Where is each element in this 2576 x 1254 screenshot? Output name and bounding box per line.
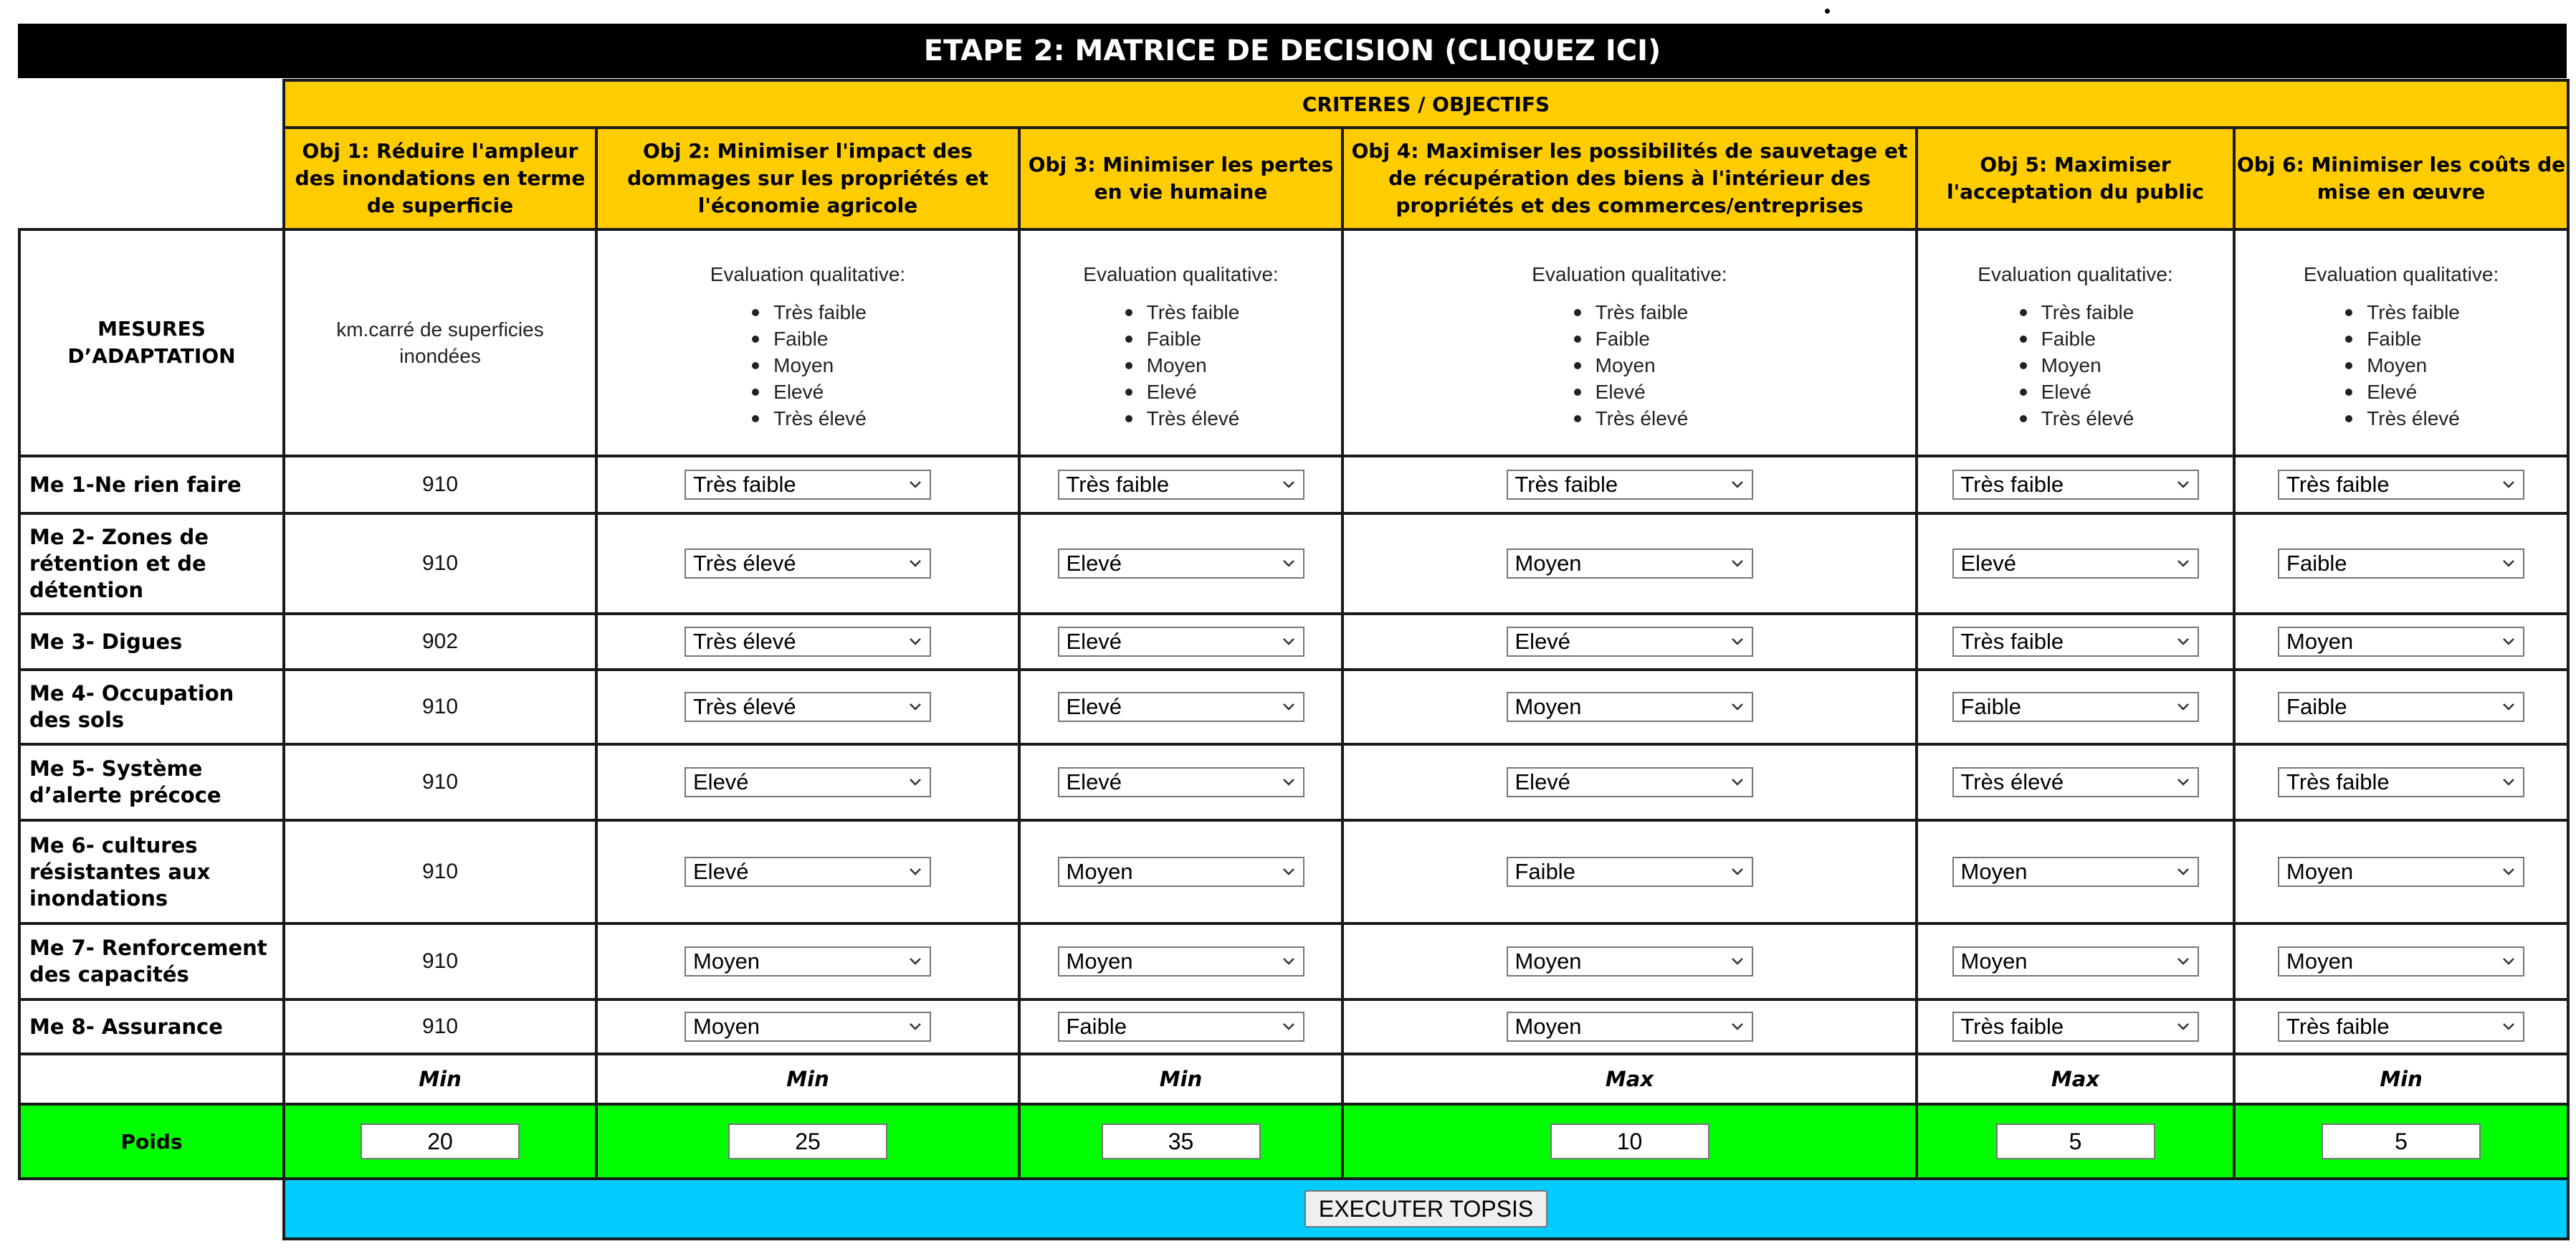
chevron-down-icon	[908, 865, 922, 879]
rating-value: Très faible	[693, 472, 796, 497]
rating-cell	[2234, 923, 2568, 999]
rating-select-obj3[interactable]	[1058, 470, 1304, 500]
rating-value: Elevé	[1514, 769, 1571, 794]
execute-row	[19, 1179, 2568, 1239]
rating-value: Elevé	[1960, 551, 2017, 576]
rating-cell	[1342, 923, 1917, 999]
rating-value: Moyen	[1514, 949, 1582, 974]
rating-cell	[596, 923, 1019, 999]
chevron-down-icon	[2176, 775, 2190, 789]
rating-select-obj3[interactable]	[1058, 767, 1304, 797]
rating-cell	[1917, 923, 2234, 999]
rating-select-obj6[interactable]	[2278, 767, 2524, 797]
rating-value: Elevé	[1066, 551, 1122, 576]
rating-select-obj2[interactable]	[684, 548, 931, 579]
qualitative-option: Faible	[1122, 326, 1240, 352]
rating-select-obj6[interactable]	[2278, 627, 2524, 657]
qualitative-option: Faible	[2342, 326, 2460, 352]
obj1-unit-cell	[284, 229, 596, 456]
qualitative-scale-5	[1917, 229, 2234, 456]
qualitative-scale-3	[1019, 229, 1342, 456]
rating-select-obj4[interactable]	[1507, 692, 1753, 722]
rating-cell	[1342, 999, 1917, 1054]
minmax-obj6: Min	[2234, 1054, 2568, 1104]
rating-cell	[1917, 744, 2234, 820]
chevron-down-icon	[2501, 865, 2516, 879]
minmax-obj5: Max	[1917, 1054, 2234, 1104]
rating-cell	[596, 744, 1019, 820]
rating-select-obj4[interactable]	[1507, 946, 1753, 977]
qualitative-options-list	[2017, 299, 2134, 432]
rating-select-obj2[interactable]	[684, 767, 931, 797]
qualitative-option: Elevé	[2017, 379, 2134, 405]
chevron-down-icon	[908, 775, 922, 789]
rating-select-obj2[interactable]	[684, 857, 931, 887]
weight-input-obj6[interactable]	[2322, 1124, 2481, 1159]
qualitative-option: Elevé	[1122, 379, 1240, 405]
chevron-down-icon	[2176, 556, 2190, 571]
rating-cell	[1342, 614, 1917, 670]
page-dot	[1825, 9, 1830, 14]
chevron-down-icon	[1282, 635, 1296, 649]
qualitative-option: Moyen	[1571, 352, 1689, 379]
rating-value: Elevé	[1514, 629, 1571, 654]
chevron-down-icon	[2501, 478, 2516, 492]
table-row	[19, 999, 2568, 1054]
empty-corner	[19, 80, 284, 128]
rating-select-obj5[interactable]	[1952, 946, 2199, 977]
rating-cell	[2234, 513, 2568, 614]
minmax-label-cell	[19, 1054, 284, 1104]
rating-select-obj2[interactable]	[684, 627, 931, 657]
rating-cell	[1019, 999, 1342, 1054]
rating-value: Faible	[2286, 551, 2347, 576]
rating-cell	[2234, 820, 2568, 923]
rating-cell	[1342, 820, 1917, 923]
rating-cell	[1917, 456, 2234, 513]
rating-select-obj4[interactable]	[1507, 470, 1753, 500]
rating-select-obj2[interactable]	[684, 946, 931, 977]
rating-cell	[1917, 614, 2234, 670]
rating-value: Elevé	[1066, 769, 1122, 794]
chevron-down-icon	[1730, 478, 1745, 492]
rating-select-obj5[interactable]	[1952, 1012, 2199, 1042]
chevron-down-icon	[1282, 1020, 1296, 1034]
rating-cell	[2234, 670, 2568, 744]
rating-cell	[596, 456, 1019, 513]
qualitative-option: Elevé	[1571, 379, 1689, 405]
chevron-down-icon	[2176, 865, 2190, 879]
measure-label: Me 3- Digues	[19, 614, 284, 670]
rating-value: Faible	[1960, 694, 2021, 719]
rating-select-obj5[interactable]	[1952, 692, 2199, 722]
rating-cell	[1019, 923, 1342, 999]
rating-select-obj4[interactable]	[1507, 627, 1753, 657]
rating-value: Moyen	[693, 1014, 760, 1039]
qualitative-title: Evaluation qualitative:	[1532, 263, 1727, 285]
qualitative-option: Très faible	[1571, 299, 1689, 326]
chevron-down-icon	[1282, 556, 1296, 571]
rating-cell	[1917, 670, 2234, 744]
measure-label: Me 4- Occupation des sols	[19, 670, 284, 744]
obj1-unit: km.carré de superficies inondées	[336, 318, 544, 367]
rating-select-obj5[interactable]	[1952, 627, 2199, 657]
rating-value: Moyen	[1514, 1014, 1582, 1039]
rating-cell	[1342, 670, 1917, 744]
chevron-down-icon	[908, 556, 922, 571]
table-row	[19, 614, 2568, 670]
measure-label: Me 6- cultures résistantes aux inondations	[19, 820, 284, 923]
table-row	[19, 670, 2568, 744]
rating-cell	[1342, 456, 1917, 513]
description-row	[19, 229, 2568, 456]
qualitative-option: Très élevé	[2017, 405, 2134, 432]
rating-select-obj6[interactable]	[2278, 946, 2524, 977]
rating-cell	[1917, 513, 2234, 614]
rating-value: Moyen	[2286, 629, 2354, 654]
chevron-down-icon	[2176, 700, 2190, 714]
execute-topsis-button[interactable]: EXECUTER TOPSIS	[1304, 1190, 1547, 1227]
chevron-down-icon	[1730, 556, 1745, 571]
rating-cell	[2234, 999, 2568, 1054]
rating-select-obj4[interactable]	[1507, 767, 1753, 797]
minmax-row	[19, 1054, 2568, 1104]
obj1-value: 910	[284, 923, 596, 999]
rating-select-obj3[interactable]	[1058, 692, 1304, 722]
qualitative-option: Très faible	[2342, 299, 2460, 326]
qualitative-option: Très faible	[1122, 299, 1240, 326]
rating-cell	[1019, 670, 1342, 744]
minmax-obj2: Min	[596, 1054, 1019, 1104]
rating-select-obj2[interactable]	[684, 1012, 931, 1042]
qualitative-scale-4	[1342, 229, 1917, 456]
qualitative-option: Faible	[2017, 326, 2134, 352]
objective-6-header: Obj 6: Minimiser les coûts de mise en œuvre	[2234, 128, 2568, 229]
rating-value: Moyen	[1960, 949, 2028, 974]
weights-row	[19, 1104, 2568, 1179]
rating-value: Très faible	[2286, 769, 2390, 794]
measure-label: Me 2- Zones de rétention et de détention	[19, 513, 284, 614]
table-row	[19, 820, 2568, 923]
rating-cell	[1019, 614, 1342, 670]
rating-value: Elevé	[693, 769, 749, 794]
rating-cell	[1019, 513, 1342, 614]
rating-value: Très faible	[1960, 1014, 2064, 1039]
objective-5-header: Obj 5: Maximiser l'acceptation du public	[1917, 128, 2234, 229]
rating-value: Très élevé	[693, 629, 796, 654]
minmax-obj3: Min	[1019, 1054, 1342, 1104]
chevron-down-icon	[1730, 635, 1745, 649]
chevron-down-icon	[1282, 775, 1296, 789]
objective-4-header: Obj 4: Maximiser les possibilités de sauvetage et de récupération des biens à l'intérieur des propriétés et des commerces/entreprises	[1342, 128, 1917, 229]
rating-select-obj5[interactable]	[1952, 857, 2199, 887]
minmax-obj1: Min	[284, 1054, 596, 1104]
rating-value: Très élevé	[693, 694, 796, 719]
weight-cell-4	[1342, 1104, 1917, 1179]
chevron-down-icon	[908, 954, 922, 969]
chevron-down-icon	[2176, 635, 2190, 649]
chevron-down-icon	[908, 700, 922, 714]
rating-select-obj3[interactable]	[1058, 1012, 1304, 1042]
rating-value: Elevé	[1066, 694, 1122, 719]
rating-value: Très élevé	[1960, 769, 2064, 794]
qualitative-options-list	[1571, 299, 1689, 432]
rating-select-obj3[interactable]	[1058, 857, 1304, 887]
rating-select-obj6[interactable]	[2278, 548, 2524, 579]
rating-value: Très faible	[1960, 629, 2064, 654]
rating-cell	[596, 614, 1019, 670]
rating-select-obj5[interactable]	[1952, 767, 2199, 797]
rating-select-obj2[interactable]	[684, 692, 931, 722]
rating-select-obj5[interactable]	[1952, 470, 2199, 500]
weight-cell-5	[1917, 1104, 2234, 1179]
rating-select-obj3[interactable]	[1058, 946, 1304, 977]
weight-cell-3	[1019, 1104, 1342, 1179]
rating-cell	[596, 670, 1019, 744]
chevron-down-icon	[2501, 954, 2516, 969]
qualitative-option: Très faible	[2017, 299, 2134, 326]
rating-value: Moyen	[1960, 859, 2028, 884]
rating-select-obj2[interactable]	[684, 470, 931, 500]
table-row	[19, 744, 2568, 820]
weight-input-obj3[interactable]	[1102, 1124, 1261, 1159]
rating-cell	[1917, 820, 2234, 923]
qualitative-option: Moyen	[1122, 352, 1240, 379]
rating-value: Moyen	[1514, 551, 1582, 576]
qualitative-options-list	[1122, 299, 1240, 432]
qualitative-option: Très élevé	[2342, 405, 2460, 432]
qualitative-options-list	[749, 299, 867, 432]
qualitative-option: Moyen	[749, 352, 867, 379]
weight-input-obj2[interactable]	[728, 1124, 887, 1159]
chevron-down-icon	[2501, 556, 2516, 571]
rating-value: Moyen	[2286, 949, 2354, 974]
rating-cell	[1342, 744, 1917, 820]
objectives-row	[19, 128, 2568, 229]
rating-value: Très faible	[1514, 472, 1618, 497]
rating-select-obj4[interactable]	[1507, 1012, 1753, 1042]
objective-1-header: Obj 1: Réduire l'ampleur des inondations en terme de superficie	[284, 128, 596, 229]
qualitative-options-list	[2342, 299, 2460, 432]
rating-select-obj6[interactable]	[2278, 692, 2524, 722]
chevron-down-icon	[908, 635, 922, 649]
weight-input-obj5[interactable]	[1996, 1124, 2155, 1159]
rating-value: Faible	[2286, 694, 2347, 719]
chevron-down-icon	[1730, 865, 1745, 879]
execute-cell	[284, 1179, 2568, 1239]
rating-value: Moyen	[1066, 949, 1133, 974]
rating-cell	[1019, 820, 1342, 923]
qualitative-option: Très élevé	[1122, 405, 1240, 432]
rating-value: Très faible	[1066, 472, 1170, 497]
obj1-value: 910	[284, 513, 596, 614]
rating-select-obj6[interactable]	[2278, 470, 2524, 500]
qualitative-option: Faible	[749, 326, 867, 352]
rating-select-obj5[interactable]	[1952, 548, 2199, 579]
qualitative-option: Elevé	[2342, 379, 2460, 405]
rating-value: Très faible	[1960, 472, 2064, 497]
rating-value: Très faible	[2286, 472, 2390, 497]
measure-label: Me 8- Assurance	[19, 999, 284, 1054]
rating-cell	[596, 513, 1019, 614]
qualitative-title: Evaluation qualitative:	[2303, 263, 2499, 285]
rating-value: Très faible	[2286, 1014, 2390, 1039]
poids-label: Poids	[19, 1104, 284, 1179]
chevron-down-icon	[908, 1020, 922, 1034]
table-row	[19, 923, 2568, 999]
rating-value: Très élevé	[693, 551, 796, 576]
obj1-value: 910	[284, 456, 596, 513]
obj1-value: 910	[284, 744, 596, 820]
qualitative-option: Faible	[1571, 326, 1689, 352]
rating-value: Faible	[1514, 859, 1575, 884]
qualitative-title: Evaluation qualitative:	[710, 263, 906, 285]
rating-cell	[1342, 513, 1917, 614]
table-row	[19, 513, 2568, 614]
qualitative-option: Très élevé	[1571, 405, 1689, 432]
measure-label: Me 1-Ne rien faire	[19, 456, 284, 513]
chevron-down-icon	[1730, 1020, 1745, 1034]
decision-matrix	[18, 79, 2570, 1240]
weight-cell-6	[2234, 1104, 2568, 1179]
chevron-down-icon	[2176, 1020, 2190, 1034]
qualitative-scale-6	[2234, 229, 2568, 456]
table-row	[19, 456, 2568, 513]
qualitative-option: Très élevé	[749, 405, 867, 432]
objective-2-header: Obj 2: Minimiser l'impact des dommages sur les propriétés et l'économie agricole	[596, 128, 1019, 229]
qualitative-option: Moyen	[2342, 352, 2460, 379]
mesures-label: MESURES D’ADAPTATION	[19, 229, 284, 456]
chevron-down-icon	[1282, 865, 1296, 879]
chevron-down-icon	[2501, 700, 2516, 714]
measure-label: Me 5- Système d’alerte précoce	[19, 744, 284, 820]
rating-value: Moyen	[693, 949, 760, 974]
chevron-down-icon	[2176, 478, 2190, 492]
weight-cell-1	[284, 1104, 596, 1179]
minmax-obj4: Max	[1342, 1054, 1917, 1104]
chevron-down-icon	[1730, 954, 1745, 969]
rating-value: Elevé	[693, 859, 749, 884]
obj1-value: 910	[284, 999, 596, 1054]
empty-corner-2	[19, 128, 284, 229]
rating-cell	[596, 820, 1019, 923]
rating-select-obj4[interactable]	[1507, 548, 1753, 579]
qualitative-scale-2	[596, 229, 1019, 456]
rating-cell	[1019, 456, 1342, 513]
chevron-down-icon	[2501, 635, 2516, 649]
rating-cell	[2234, 614, 2568, 670]
chevron-down-icon	[1282, 954, 1296, 969]
chevron-down-icon	[1730, 700, 1745, 714]
rating-value: Moyen	[1514, 694, 1582, 719]
rating-value: Elevé	[1066, 629, 1122, 654]
rating-value: Moyen	[1066, 859, 1133, 884]
chevron-down-icon	[2501, 1020, 2516, 1034]
measure-label: Me 7- Renforcement des capacités	[19, 923, 284, 999]
obj1-value: 910	[284, 820, 596, 923]
chevron-down-icon	[908, 478, 922, 492]
qualitative-option: Elevé	[749, 379, 867, 405]
rating-select-obj6[interactable]	[2278, 857, 2524, 887]
rating-select-obj3[interactable]	[1058, 627, 1304, 657]
rating-select-obj3[interactable]	[1058, 548, 1304, 579]
chevron-down-icon	[1730, 775, 1745, 789]
rating-select-obj6[interactable]	[2278, 1012, 2524, 1042]
obj1-value: 902	[284, 614, 596, 670]
weight-cell-2	[596, 1104, 1019, 1179]
rating-value: Faible	[1066, 1014, 1127, 1039]
chevron-down-icon	[2176, 954, 2190, 969]
rating-cell	[1917, 999, 2234, 1054]
execute-spacer	[19, 1179, 284, 1239]
qualitative-option: Très faible	[749, 299, 867, 326]
chevron-down-icon	[1282, 700, 1296, 714]
rating-value: Moyen	[2286, 859, 2354, 884]
rating-cell	[2234, 744, 2568, 820]
step2-title: ETAPE 2: MATRICE DE DECISION (CLIQUEZ ICI)	[923, 34, 1661, 67]
rating-cell	[596, 999, 1019, 1054]
rating-select-obj4[interactable]	[1507, 857, 1753, 887]
qualitative-title: Evaluation qualitative:	[1978, 263, 2173, 285]
rating-cell	[1019, 744, 1342, 820]
qualitative-option: Moyen	[2017, 352, 2134, 379]
weight-input-obj1[interactable]	[361, 1124, 520, 1159]
rating-cell	[2234, 456, 2568, 513]
chevron-down-icon	[1282, 478, 1296, 492]
objective-3-header: Obj 3: Minimiser les pertes en vie humaine	[1019, 128, 1342, 229]
step2-header[interactable]	[18, 24, 2567, 78]
weight-input-obj4[interactable]	[1550, 1124, 1709, 1159]
criteria-header: CRITERES / OBJECTIFS	[284, 80, 2568, 128]
chevron-down-icon	[2501, 775, 2516, 789]
qualitative-title: Evaluation qualitative:	[1083, 263, 1279, 285]
obj1-value: 910	[284, 670, 596, 744]
